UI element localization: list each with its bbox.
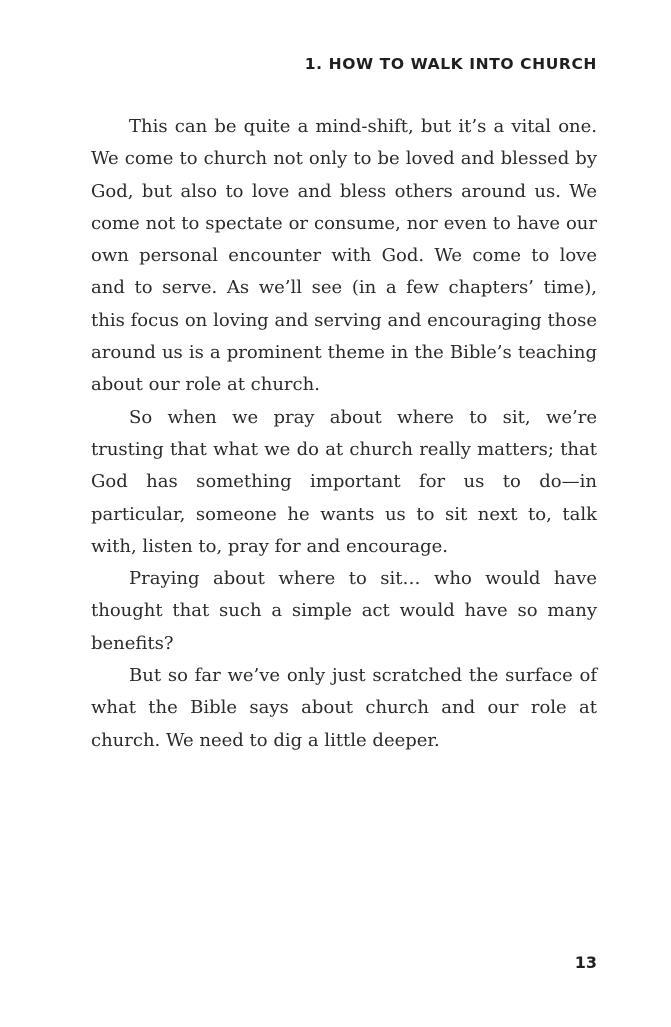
paragraph: This can be quite a mind-shift, but it’s a vital one. We come to church not only to be loved and blessed by God, but also to love and bless others around us. We come not to spectate or consume, nor even to have our own personal encounter with God. We come to love and to serve. As we’ll see (in a few chapters’ time), this focus on loving and serving and encouraging those around us is a prominent theme in the Bible’s teaching about our role at church. (91, 116, 597, 396)
paragraph: But so far we’ve only just scratched the surface of what the Bible says about church and our role at church. We need to dig a little deeper. (91, 665, 597, 751)
running-head: 1. HOW TO WALK INTO CHURCH (304, 55, 597, 73)
body-text (91, 111, 597, 757)
paragraph: Praying about where to sit… who would have thought that such a simple act would have so many benefits? (91, 568, 597, 654)
page-number: 13 (574, 953, 597, 972)
paragraph: So when we pray about where to sit, we’re trusting that what we do at church really matters; that God has something important for us to do—in particular, someone he wants us to sit next to, talk with, listen to, pray for and encourage. (91, 406, 597, 557)
